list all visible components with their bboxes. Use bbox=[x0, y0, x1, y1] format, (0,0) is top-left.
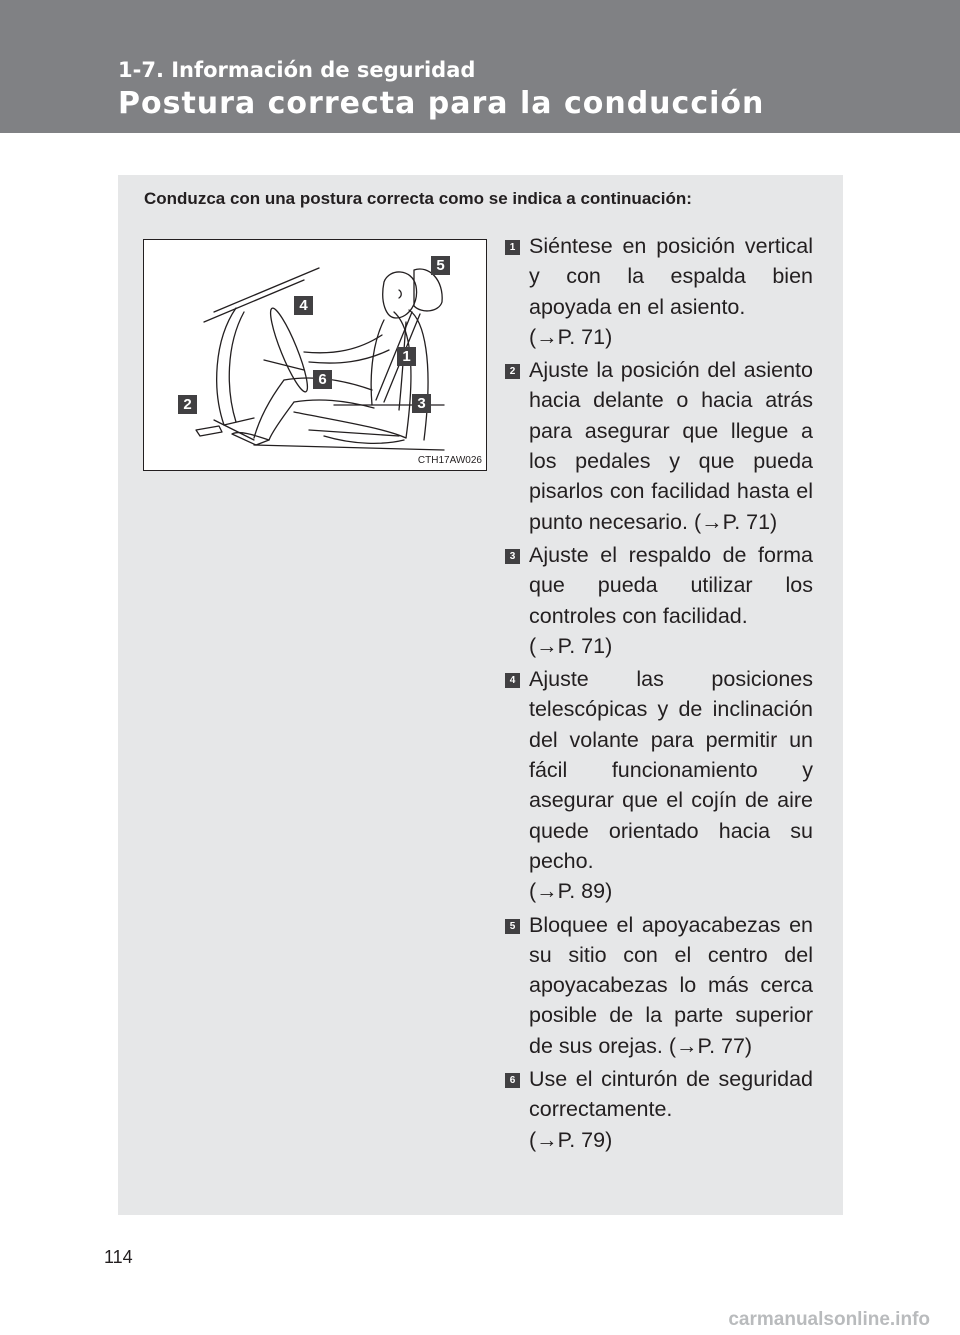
item-text bbox=[529, 1064, 813, 1155]
item-number-badge: 5 bbox=[505, 919, 520, 934]
page-header bbox=[0, 0, 960, 133]
list-item bbox=[505, 355, 813, 537]
figure-marker-4: 4 bbox=[294, 296, 313, 315]
item-description: Ajuste la posición del asiento hacia delante o hacia atrás para asegurar que llegue a los pedales y que pueda pisarlos con facilidad hasta el punto necesario. bbox=[529, 358, 813, 534]
list-item bbox=[505, 664, 813, 906]
item-text bbox=[529, 355, 813, 537]
posture-list bbox=[505, 231, 813, 1155]
item-description: Use el cinturón de seguridad correctamente. bbox=[529, 1067, 813, 1122]
page-reference: (→P. 77) bbox=[668, 1033, 753, 1058]
item-number-badge: 2 bbox=[505, 364, 520, 379]
page-title: Postura correcta para la conducción bbox=[118, 86, 765, 121]
page-reference: (→P. 71) bbox=[693, 509, 778, 534]
item-description: Ajuste el respaldo de forma que pueda utilizar los controles con facilidad. bbox=[529, 542, 813, 628]
page-number: 114 bbox=[104, 1247, 133, 1267]
page-reference: (→P. 89) bbox=[529, 879, 613, 904]
page-reference: (→P. 79) bbox=[529, 1127, 613, 1152]
watermark: carmanualsonline.info bbox=[728, 1309, 930, 1330]
item-text bbox=[529, 540, 813, 661]
page-reference: (→P. 71) bbox=[529, 633, 613, 658]
figure-code: CTH17AW026 bbox=[417, 455, 482, 466]
list-item bbox=[505, 1064, 813, 1155]
seat-cushion bbox=[294, 412, 406, 438]
item-number-badge: 4 bbox=[505, 673, 520, 688]
dashboard-outline bbox=[217, 308, 236, 425]
item-description: Ajuste las posiciones telescópicas y de inclinación del volante para permitir un fácil funcionamiento y asegurar que el cojín de aire quede orientado hacia su pecho. bbox=[529, 667, 813, 873]
intro-text: Conduzca con una postura correcta como se indica a continuación: bbox=[144, 189, 692, 208]
section-label: 1-7. Información de seguridad bbox=[118, 58, 476, 82]
item-description: Siéntese en posición vertical y con la espalda bien apoyada en el asiento. bbox=[529, 234, 813, 319]
item-text bbox=[529, 910, 813, 1061]
page-reference: (→P. 71) bbox=[529, 324, 613, 349]
figure-marker-6: 6 bbox=[313, 370, 332, 389]
figure-marker-5: 5 bbox=[431, 256, 450, 275]
driver-torso bbox=[371, 320, 384, 405]
item-number-badge: 6 bbox=[505, 1073, 520, 1088]
list-item bbox=[505, 231, 813, 352]
item-description: Bloquee el apoyacabezas en su sitio con el centro del apoyacabezas lo más cerca posible de la parte superior de sus orejas. bbox=[529, 912, 813, 1058]
item-text bbox=[529, 231, 813, 352]
headrest bbox=[414, 269, 442, 311]
item-number-badge: 1 bbox=[505, 240, 520, 255]
item-text bbox=[529, 664, 813, 906]
list-item bbox=[505, 540, 813, 661]
steering-wheel bbox=[265, 305, 314, 394]
seat-back bbox=[409, 310, 428, 440]
figure-marker-1: 1 bbox=[397, 347, 416, 366]
figure-marker-3: 3 bbox=[412, 394, 431, 413]
figure-marker-2: 2 bbox=[178, 395, 197, 414]
list-item bbox=[505, 910, 813, 1061]
driving-posture-illustration bbox=[143, 239, 487, 471]
item-number-badge: 3 bbox=[505, 549, 520, 564]
